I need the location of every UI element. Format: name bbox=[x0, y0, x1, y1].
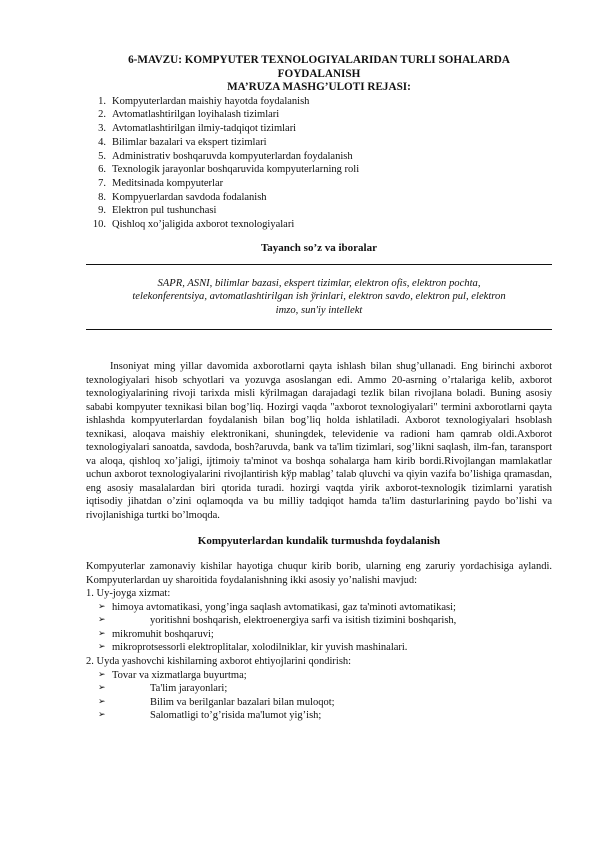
plan-item bbox=[86, 95, 552, 109]
divider-bottom bbox=[86, 329, 552, 330]
intro-paragraph-text: Insoniyat ming yillar davomida axborotlarni qayta ishlash bilan shug’ullanadi. Eng birinchi axborot texnologiyalari hisob schyotlari va yozuvga asoslangan edi. Ammo 20-asrning o’rtalariga kelib, axborot texnologiyalarining rivoji tarixda misli kўrilmagan darajadagi tezlik bilan rivojlana boladi. Buning asosiy sababi kompyuter texnikasi bilan bog’liq. Hozirgi vaqda "axborot texnologiyalari" termini axborotlarni qayta ishlashda kompyuterlardan foydalanish bilan bog’liq holda ishlatiladi. Axborot texnologiyalari hsoblash texnikasi, aloqava maishiy elektronikani, shuningdek, televidenie va radioni ham qamrab oldi.Axborot texnologiyalari sanoatda, savdoda, bosh?aruvda, bank va ta'lim tizimlari, sog’likni saqlash, ilm-fan, taransport va aloqa, qishloq xo’jaligi, ijtimoiy ta'minot va boshqa sohalarga ham kirib bordi.Rivojlangan mamlakatlar uchun axborot texnologiyalarini rivojlantirish kўp mablag’ talab qluvchi va qiyin vazifa bo’lishiga qramasdan, eng asosiy masalalardan biri qtorida turadi. hozirgi vaqtda yirik axborot-texnologik tizimlarni yaratish iqtisodiy jihatdan o’zini oqlamoqda va bu milliy tadqiqot hamda ta'lim dasturlarining paydo bo’lishi va rivojlanishiga turtki bo’lmoqda. bbox=[86, 361, 552, 521]
plan-item-number: 1. bbox=[98, 95, 106, 107]
lecture-plan-list bbox=[86, 95, 552, 232]
plan-item-number: 3. bbox=[98, 123, 106, 135]
bullet-item-text: yoritishni boshqarish, elektroenergiya sarfi va isitish tizimini boshqarish, bbox=[150, 615, 457, 627]
plan-item-number: 9. bbox=[98, 205, 106, 217]
plan-title: MA’RUZA MASHG’ULOTI REJASI: bbox=[227, 81, 411, 94]
plan-item bbox=[86, 122, 552, 136]
plan-item bbox=[86, 136, 552, 150]
plan-item-text: Avtomatlashtirilgan loyihalash tizimlari bbox=[112, 109, 280, 121]
bullet-item-text: himoya avtomatikasi, yong’inga saqlash avtomatikasi, gaz ta'minoti avtomatikasi; bbox=[112, 601, 456, 613]
arrow-bullet-icon: ➢ bbox=[98, 615, 106, 626]
bullet-item-text: mikromuhit boshqaruvi; bbox=[112, 628, 214, 640]
bullet-item bbox=[86, 696, 552, 710]
bullet-tab-gap bbox=[112, 682, 150, 696]
keywords-line-3: imzo, sun'iy intellekt bbox=[275, 304, 363, 316]
plan-item bbox=[86, 150, 552, 164]
title-line-2: FOYDALANISH bbox=[277, 67, 361, 80]
bullet-tab-gap bbox=[112, 709, 150, 723]
plan-item-text: Qishloq xo’jaligida axborot texnologiyalari bbox=[112, 219, 295, 231]
bullet-tab-gap bbox=[112, 614, 150, 628]
arrow-bullet-icon: ➢ bbox=[98, 642, 106, 653]
arrow-bullet-icon: ➢ bbox=[98, 601, 106, 612]
bullet-item bbox=[86, 601, 552, 615]
arrow-bullet-icon: ➢ bbox=[98, 710, 106, 721]
bullet-item-text: Ta'lim jarayonlari; bbox=[150, 683, 228, 695]
plan-item-text: Kompyuterlardan maishiy hayotda foydalanish bbox=[112, 95, 310, 107]
plan-item bbox=[86, 191, 552, 205]
bullet-item bbox=[86, 669, 552, 683]
bullet-item-text: Salomatligi to’g’risida ma'lumot yig’ish; bbox=[150, 710, 322, 722]
document-title bbox=[86, 54, 552, 95]
plan-item-text: Kompyuerlardan savdoda fodalanish bbox=[112, 191, 267, 203]
bullet-item bbox=[86, 709, 552, 723]
keywords-box bbox=[86, 265, 552, 329]
keywords-line-1: SAPR, ASNI, bilimlar bazasi, ekspert tizimlar, elektron ofis, elektron pochta, bbox=[157, 277, 481, 289]
group-1-title: 1. Uy-joyga xizmat: bbox=[86, 588, 171, 600]
bullet-item bbox=[86, 628, 552, 642]
plan-item bbox=[86, 204, 552, 218]
plan-item-text: Texnologik jarayonlar boshqaruvida kompyuterlarning roli bbox=[112, 164, 360, 176]
group-2-title: 2. Uyda yashovchi kishilarning axborot ehtiyojlarini qondirish: bbox=[86, 656, 352, 667]
plan-item bbox=[86, 218, 552, 232]
plan-item-text: Administrativ boshqaruvda kompyuterlardan foydalanish bbox=[112, 150, 353, 162]
arrow-bullet-icon: ➢ bbox=[98, 683, 106, 694]
bullet-item-text: Tovar va xizmatlarga buyurtma; bbox=[112, 669, 247, 681]
bullet-item-text: Bilim va berilganlar bazalari bilan muloqot; bbox=[150, 696, 335, 708]
bullet-tab-gap bbox=[112, 696, 150, 710]
plan-item bbox=[86, 177, 552, 191]
plan-item-number: 8. bbox=[98, 191, 106, 203]
arrow-bullet-icon: ➢ bbox=[98, 696, 106, 707]
bullet-item bbox=[86, 614, 552, 628]
plan-item bbox=[86, 108, 552, 122]
plan-item-text: Bilimlar bazalari va ekspert tizimlari bbox=[112, 136, 267, 148]
section-title: Kompyuterlardan kundalik turmushda foydalanish bbox=[197, 535, 441, 548]
plan-item-number: 2. bbox=[98, 109, 106, 121]
plan-item bbox=[86, 163, 552, 177]
plan-item-number: 5. bbox=[98, 150, 106, 162]
group-2-list bbox=[86, 669, 552, 723]
arrow-bullet-icon: ➢ bbox=[98, 669, 106, 680]
keywords-heading: Tayanch so’z va iboralar bbox=[260, 241, 377, 254]
plan-item-number: 10. bbox=[92, 219, 106, 231]
intro-paragraph bbox=[86, 360, 552, 522]
title-line-1: 6-MAVZU: KOMPYUTER TEXNOLOGIYALARIDAN TURLI SOHALARDA bbox=[128, 54, 510, 66]
section-intro: Kompyuterlar zamonaviy kishilar hayotiga chuqur kirib borib, ularning eng zaruriy yordachisiga aylandi. Kompyuterlardan uy sharoitida foydalanishning ikki asosiy yo’nalishi mavjud: bbox=[86, 561, 552, 586]
document-page bbox=[86, 54, 552, 723]
plan-item-text: Avtomatlashtirilgan ilmiy-tadqiqot tizimlari bbox=[112, 123, 297, 135]
keywords-line-2: telekonferentsiya, avtomatlashtirilgan ish ўrinlari, elektron savdo, elektron pul, elektron bbox=[132, 291, 506, 303]
bullet-item bbox=[86, 641, 552, 655]
plan-item-text: Meditsinada kompyuterlar bbox=[112, 178, 224, 189]
bullet-item-text: mikroprotsessorli elektroplitalar, xolodilniklar, kir yuvish mashinalari. bbox=[112, 642, 408, 654]
plan-item-number: 7. bbox=[98, 178, 106, 189]
bullet-item bbox=[86, 682, 552, 696]
plan-item-number: 6. bbox=[98, 164, 106, 176]
group-1-list bbox=[86, 601, 552, 655]
plan-item-text: Elektron pul tushunchasi bbox=[112, 205, 217, 217]
plan-item-number: 4. bbox=[98, 136, 106, 148]
arrow-bullet-icon: ➢ bbox=[98, 628, 106, 639]
